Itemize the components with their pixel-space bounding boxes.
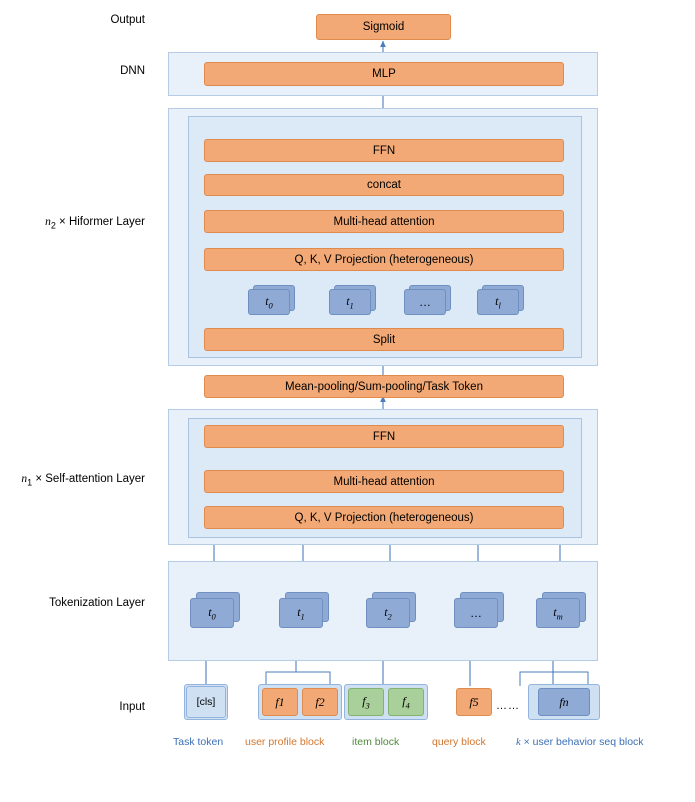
legend-task-token: Task token: [173, 736, 224, 748]
input-feature-f5[interactable]: f5: [456, 688, 492, 716]
selfattention-ffn-box[interactable]: FFN: [204, 425, 564, 448]
hiformer-token-ellipsis: …: [404, 289, 446, 315]
token-ellipsis: …: [454, 598, 498, 628]
row-label-dnn: DNN: [120, 65, 145, 77]
row-label-hiformer: $n_2$ × Hiformer Layer: [45, 216, 145, 231]
legend-user-profile: user profile block: [245, 736, 325, 748]
mlp-box[interactable]: MLP: [204, 62, 564, 86]
input-feature-f3[interactable]: $f_3$: [348, 688, 384, 716]
input-ellipsis: ……: [496, 700, 520, 712]
hiformer-token-1[interactable]: $t_1$: [329, 289, 371, 315]
token-2[interactable]: $t_2$: [366, 598, 410, 628]
input-feature-f2[interactable]: f2: [302, 688, 338, 716]
hiformer-attention-box[interactable]: Multi-head attention: [204, 210, 564, 233]
selfattention-projection-box[interactable]: Q, K, V Projection (heterogeneous): [204, 506, 564, 529]
hiformer-token-l[interactable]: $t_l$: [477, 289, 519, 315]
input-feature-f4[interactable]: $f_4$: [388, 688, 424, 716]
legend-behavior-block: k × user behavior seq block: [516, 736, 644, 748]
input-feature-f1[interactable]: f1: [262, 688, 298, 716]
hiformer-ffn-box[interactable]: FFN: [204, 139, 564, 162]
token-0[interactable]: $t_0$: [190, 598, 234, 628]
input-feature-fn[interactable]: fn: [538, 688, 590, 716]
token-m[interactable]: $t_m$: [536, 598, 580, 628]
hiformer-concat-box[interactable]: concat: [204, 174, 564, 196]
row-label-tokenization: Tokenization Layer: [49, 597, 145, 609]
legend-item-block: item block: [352, 736, 400, 748]
row-label-input: Input: [119, 701, 145, 713]
row-label-selfattention: $n_1$ × Self-attention Layer: [21, 473, 145, 488]
legend-query-block: query block: [432, 736, 486, 748]
hiformer-token-0[interactable]: $t_0$: [248, 289, 290, 315]
hiformer-projection-box[interactable]: Q, K, V Projection (heterogeneous): [204, 248, 564, 271]
row-label-output: Output: [110, 14, 145, 26]
pooling-box[interactable]: Mean-pooling/Sum-pooling/Task Token: [204, 375, 564, 398]
token-1[interactable]: $t_1$: [279, 598, 323, 628]
sigmoid-box[interactable]: Sigmoid: [316, 14, 451, 40]
input-cls-box[interactable]: [cls]: [186, 686, 226, 718]
hiformer-split-box[interactable]: Split: [204, 328, 564, 351]
selfattention-attention-box[interactable]: Multi-head attention: [204, 470, 564, 493]
